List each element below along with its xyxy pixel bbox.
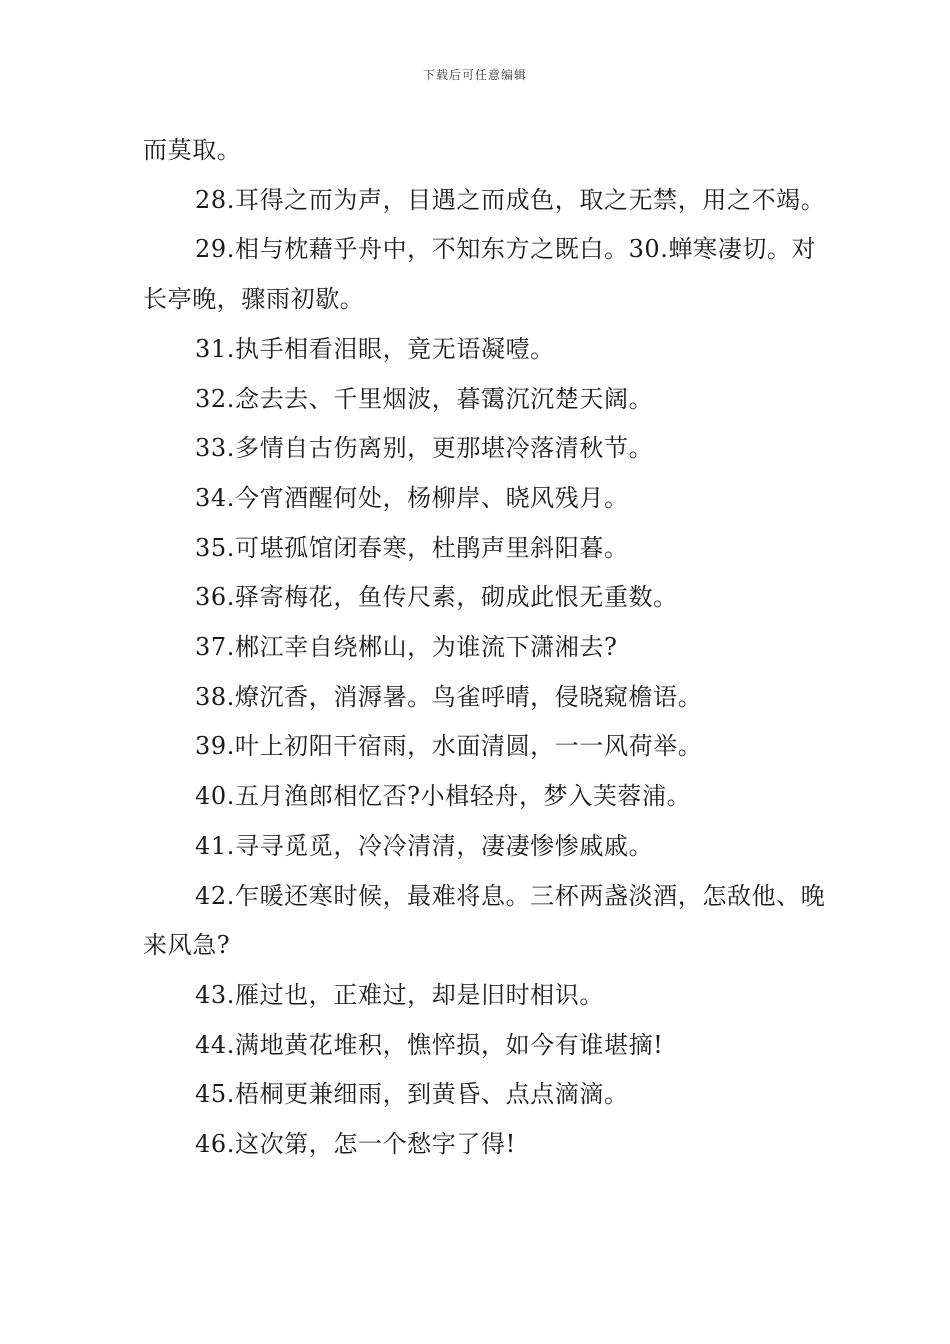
paragraph-continuation: 而莫取。 (143, 136, 242, 164)
paragraph-39: 39.叶上初阳干宿雨，水面清圆，一一风荷举。 (195, 732, 703, 761)
paragraph-44: 44.满地黄花堆积，憔悴损，如今有谁堪摘! (195, 1030, 664, 1059)
paragraph-46: 46.这次第，怎一个愁字了得! (195, 1130, 516, 1159)
paragraph-43: 43.雁过也，正难过，却是旧时相识。 (195, 980, 604, 1009)
page-header: 下载后可任意编辑 (422, 68, 527, 82)
paragraph-45: 45.梧桐更兼细雨，到黄昏、点点滴滴。 (195, 1080, 629, 1109)
paragraph-40: 40.五月渔郎相忆否?小楫轻舟，梦入芙蓉浦。 (195, 782, 692, 811)
paragraph-28: 28.耳得之而为声，目遇之而成色，取之无禁，用之不竭。 (195, 185, 826, 214)
paragraph-34: 34.今宵酒醒何处，杨柳岸、晓风残月。 (195, 483, 629, 512)
paragraph-37: 37.郴江幸自绕郴山，为谁流下潇湘去? (195, 633, 618, 662)
paragraph-41: 41.寻寻觅觅，冷冷清清，凄凄惨惨戚戚。 (195, 831, 654, 860)
paragraph-35: 35.可堪孤馆闭春寒，杜鹃声里斜阳暮。 (195, 533, 629, 562)
paragraph-36: 36.驿寄梅花，鱼传尺素，砌成此恨无重数。 (195, 583, 678, 612)
paragraph-38: 38.燎沉香，消溽暑。鸟雀呼晴，侵晓窥檐语。 (195, 682, 703, 711)
paragraph-42: 42.乍暖还寒时候，最难将息。三杯两盏淡酒，怎敌他、晚来风急? (143, 881, 826, 960)
paragraph-33: 33.多情自古伤离别，更那堪冷落清秋节。 (195, 434, 654, 463)
document-body (143, 126, 827, 1170)
paragraph-32: 32.念去去、千里烟波，暮霭沉沉楚天阔。 (195, 384, 654, 413)
paragraph-29-30: 29.相与枕藉乎舟中，不知东方之既白。30.蝉寒凄切。对长亭晚，骤雨初歇。 (143, 235, 817, 314)
paragraph-31: 31.执手相看泪眼，竟无语凝噎。 (195, 334, 555, 363)
